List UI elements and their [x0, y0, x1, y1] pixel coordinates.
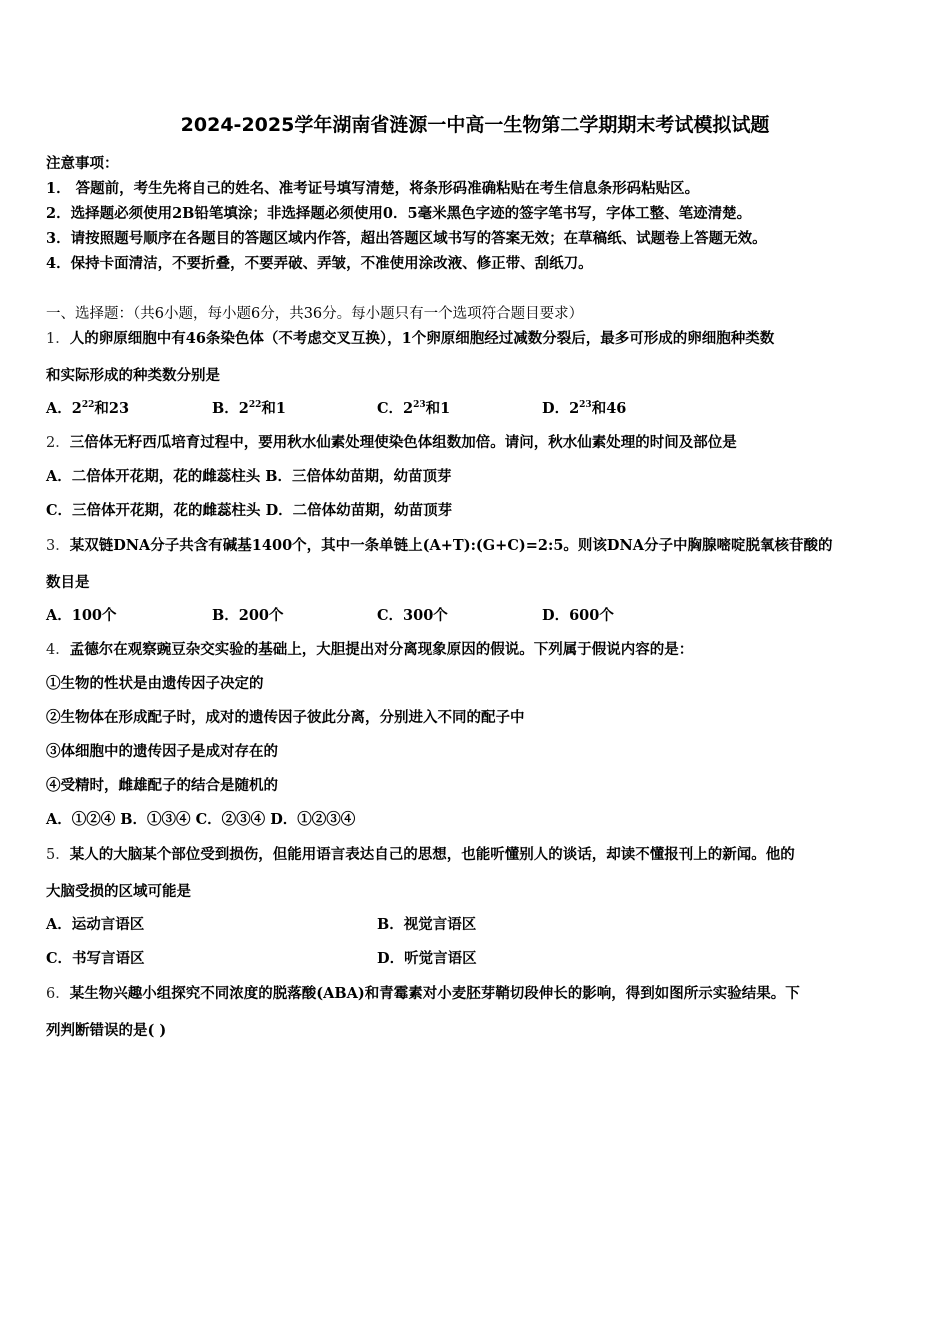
question-1 — [46, 327, 774, 348]
question-text: 某双链DNA分子共含有碱基1400个，其中一条单链上(A+T):(G+C)=2:5。则该DNA分子中胸腺嘧啶脱氧核苷酸的 — [69, 537, 833, 554]
question-3-cont: 数目是 — [46, 574, 90, 591]
option-a: A．运动言语区 — [46, 916, 145, 933]
option-b: B．视觉言语区 — [377, 916, 477, 933]
question-6-cont: 列判断错误的是( ) — [46, 1022, 167, 1039]
option-c: C．书写言语区 — [46, 950, 145, 967]
question-text: 三倍体无籽西瓜培育过程中，要用秋水仙素处理使染色体组数加倍。请问，秋水仙素处理的时间及部位是 — [69, 434, 737, 451]
question-number: 6． — [46, 986, 70, 1002]
options-row: A．①②④ B．①③④ C．②③④ D．①②③④ — [46, 811, 356, 828]
question-1-cont: 和实际形成的种类数分别是 — [46, 367, 220, 384]
question-5-cont: 大脑受损的区域可能是 — [46, 883, 191, 900]
question-6 — [46, 982, 800, 1003]
option-b: B．200个 — [212, 607, 284, 624]
question-3 — [46, 534, 832, 555]
notice-item: 2．选择题必须使用2B铅笔填涂；非选择题必须使用0．5毫米黑色字迹的签字笔书写，字体工整、笔迹清楚。 — [46, 205, 752, 222]
question-text: 某生物兴趣小组探究不同浓度的脱落酸(ABA)和青霉素对小麦胚芽鞘切段伸长的影响，得到如图所示实验结果。下 — [69, 985, 800, 1002]
notice-item: 1． 答题前，考生先将自己的姓名、准考证号填写清楚，将条形码准确粘贴在考生信息条形码粘贴区。 — [46, 180, 700, 197]
option-b: B．$2^{22}$和1 — [212, 400, 286, 417]
option-d: D．听觉言语区 — [377, 950, 477, 967]
notice-item: 3．请按照题号顺序在各题目的答题区域内作答，超出答题区域书写的答案无效；在草稿纸、试题卷上答题无效。 — [46, 230, 767, 247]
question-number: 4． — [46, 642, 70, 658]
options-cd: C．三倍体开花期，花的雌蕊柱头 D．二倍体幼苗期，幼苗顶芽 — [46, 502, 453, 519]
statement-item: ④受精时，雌雄配子的结合是随机的 — [46, 777, 278, 794]
question-text: 某人的大脑某个部位受到损伤，但能用语言表达自己的思想，也能听懂别人的谈话，却读不懂报刊上的新闻。他的 — [69, 846, 795, 863]
question-5 — [46, 843, 795, 864]
question-text: 孟德尔在观察豌豆杂交实验的基础上，大胆提出对分离现象原因的假说。下列属于假说内容的是： — [69, 641, 694, 658]
question-number: 5． — [46, 847, 70, 863]
option-d: D．600个 — [542, 607, 614, 624]
option-c: C．$2^{23}$和1 — [377, 400, 451, 417]
question-number: 2． — [46, 435, 70, 451]
notice-item: 4．保持卡面清洁，不要折叠，不要弄破、弄皱，不准使用涂改液、修正带、刮纸刀。 — [46, 255, 593, 272]
statement-item: ③体细胞中的遗传因子是成对存在的 — [46, 743, 278, 760]
question-4 — [46, 638, 693, 659]
statement-item: ①生物的性状是由遗传因子决定的 — [46, 675, 264, 692]
question-text: 人的卵原细胞中有46条染色体（不考虑交叉互换），1个卵原细胞经过减数分裂后，最多可形成的卵细胞种类数 — [69, 330, 775, 347]
statement-item: ②生物体在形成配子时，成对的遗传因子彼此分离，分别进入不同的配子中 — [46, 709, 525, 726]
section-heading: 一、选择题：（共6小题，每小题6分，共36分。每小题只有一个选项符合题目要求） — [46, 306, 584, 322]
question-2 — [46, 431, 737, 452]
option-a: A．100个 — [46, 607, 117, 624]
option-d: D．$2^{23}$和46 — [542, 400, 627, 417]
question-number: 3． — [46, 538, 70, 554]
notice-heading: 注意事项： — [46, 155, 119, 172]
options-ab: A．二倍体开花期，花的雌蕊柱头 B．三倍体幼苗期，幼苗顶芽 — [46, 468, 452, 485]
option-c: C．300个 — [377, 607, 448, 624]
question-number: 1． — [46, 331, 70, 347]
page-title: 2024-2025学年湖南省涟源一中高一生物第二学期期末考试模拟试题 — [180, 114, 770, 136]
option-a: A．$2^{22}$和23 — [46, 400, 130, 417]
